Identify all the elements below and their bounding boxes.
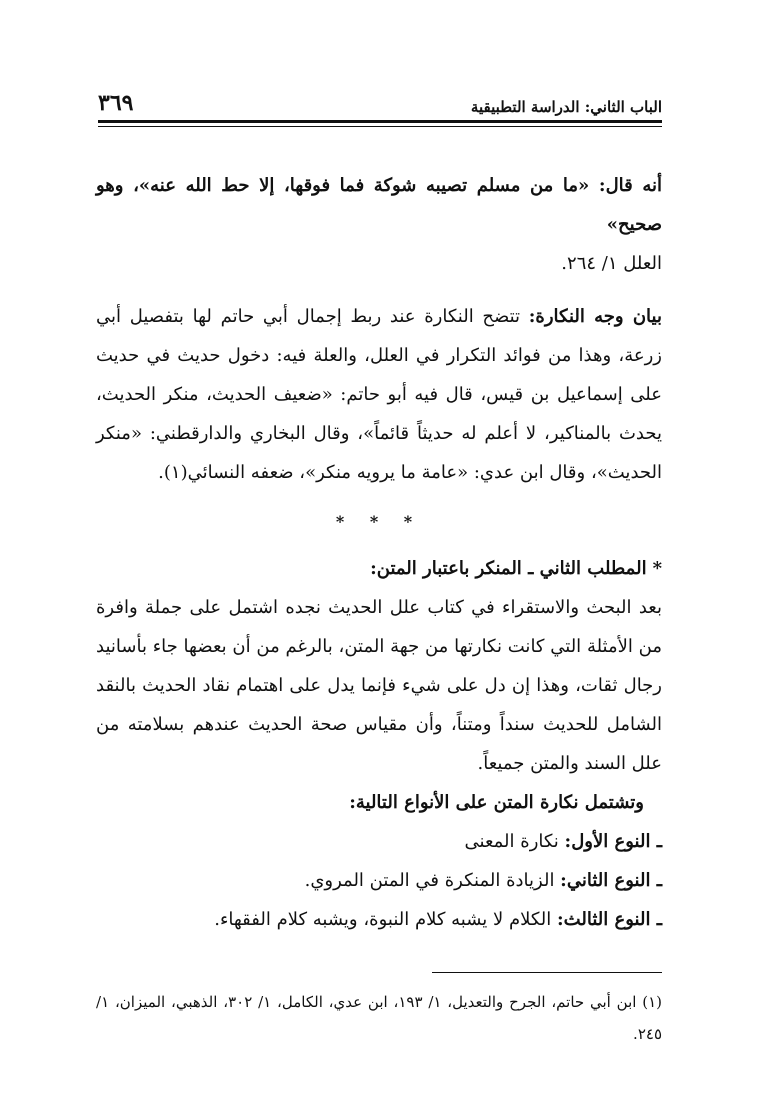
type-label: ـ النوع الثاني: (560, 870, 662, 891)
type-item-1 (96, 822, 662, 861)
type-text: الكلام لا يشبه كلام النبوة، ويشبه كلام الفقهاء. (214, 909, 558, 930)
main-text (96, 166, 662, 939)
type-text: الزيادة المنكرة في المتن المروي. (304, 870, 561, 891)
section-bullet: * (652, 558, 662, 579)
hadith-reference: العلل ١/ ٢٦٤. (561, 253, 662, 274)
types-heading: وتشتمل نكارة المتن على الأنواع التالية: (349, 792, 644, 813)
explanation-label: بيان وجه النكارة: (528, 306, 662, 327)
running-header (98, 86, 662, 116)
type-item-2 (96, 861, 662, 900)
explanation-text: تتضح النكارة عند ربط إجمال أبي حاتم لها بتفصيل أبي زرعة، وهذا من فوائد التكرار في العلل، والعلة فيه: دخول حديث في حديث على إسماعيل بن قيس، قال فيه أبو حاتم: «ضعيف الحديث، منكر الحديث، يحدث بالمناكير، لا أعلم له حديثاً قائماً»، وقال البخاري والدارقطني: «منكر الحديث»، وقال ابن عدي: «عامة ما يرويه منكر»، ضعفه النسائي(١). (96, 306, 662, 483)
header-title: الباب الثاني: الدراسة التطبيقية (470, 98, 662, 116)
footnote-rule (432, 972, 662, 973)
section-title: المطلب الثاني ـ المنكر باعتبار المتن: (370, 558, 647, 579)
type-label: ـ النوع الأول: (564, 831, 662, 852)
section-separator: * * * (335, 512, 423, 531)
section-heading (96, 549, 662, 588)
type-item-3 (96, 900, 662, 939)
intro-paragraph: بعد البحث والاستقراء في كتاب علل الحديث نجده اشتمل على جملة وافرة من الأمثلة التي كانت نكارتها من جهة المتن، بالرغم من أن بعضها جاء بأسانيد رجال ثقات، وهذا إن دل على شيء فإنما يدل على اهتمام نقاد الحديث بالنقد الشامل للحديث سنداً ومتناً، وأن مقياس صحة الحديث عندهم بسلامته من علل السند والمتن جميعاً. (96, 597, 662, 774)
type-text: نكارة المعنى (464, 831, 565, 852)
header-rule-thin (98, 126, 662, 127)
explanation-paragraph (96, 297, 662, 492)
page-number: ٣٦٩ (98, 90, 134, 116)
header-rule-thick (98, 120, 662, 123)
hadith-quote: أنه قال: «ما من مسلم تصيبه شوكة فما فوقها، إلا حط الله عنه»، وهو صحيح» (96, 175, 662, 235)
type-label: ـ النوع الثالث: (557, 909, 662, 930)
footnote: (١) ابن أبي حاتم، الجرح والتعديل، ١/ ١٩٣، ابن عدي، الكامل، ١/ ٣٠٢، الذهبي، الميزان، ١/ ٢٤٥. (96, 993, 663, 1043)
